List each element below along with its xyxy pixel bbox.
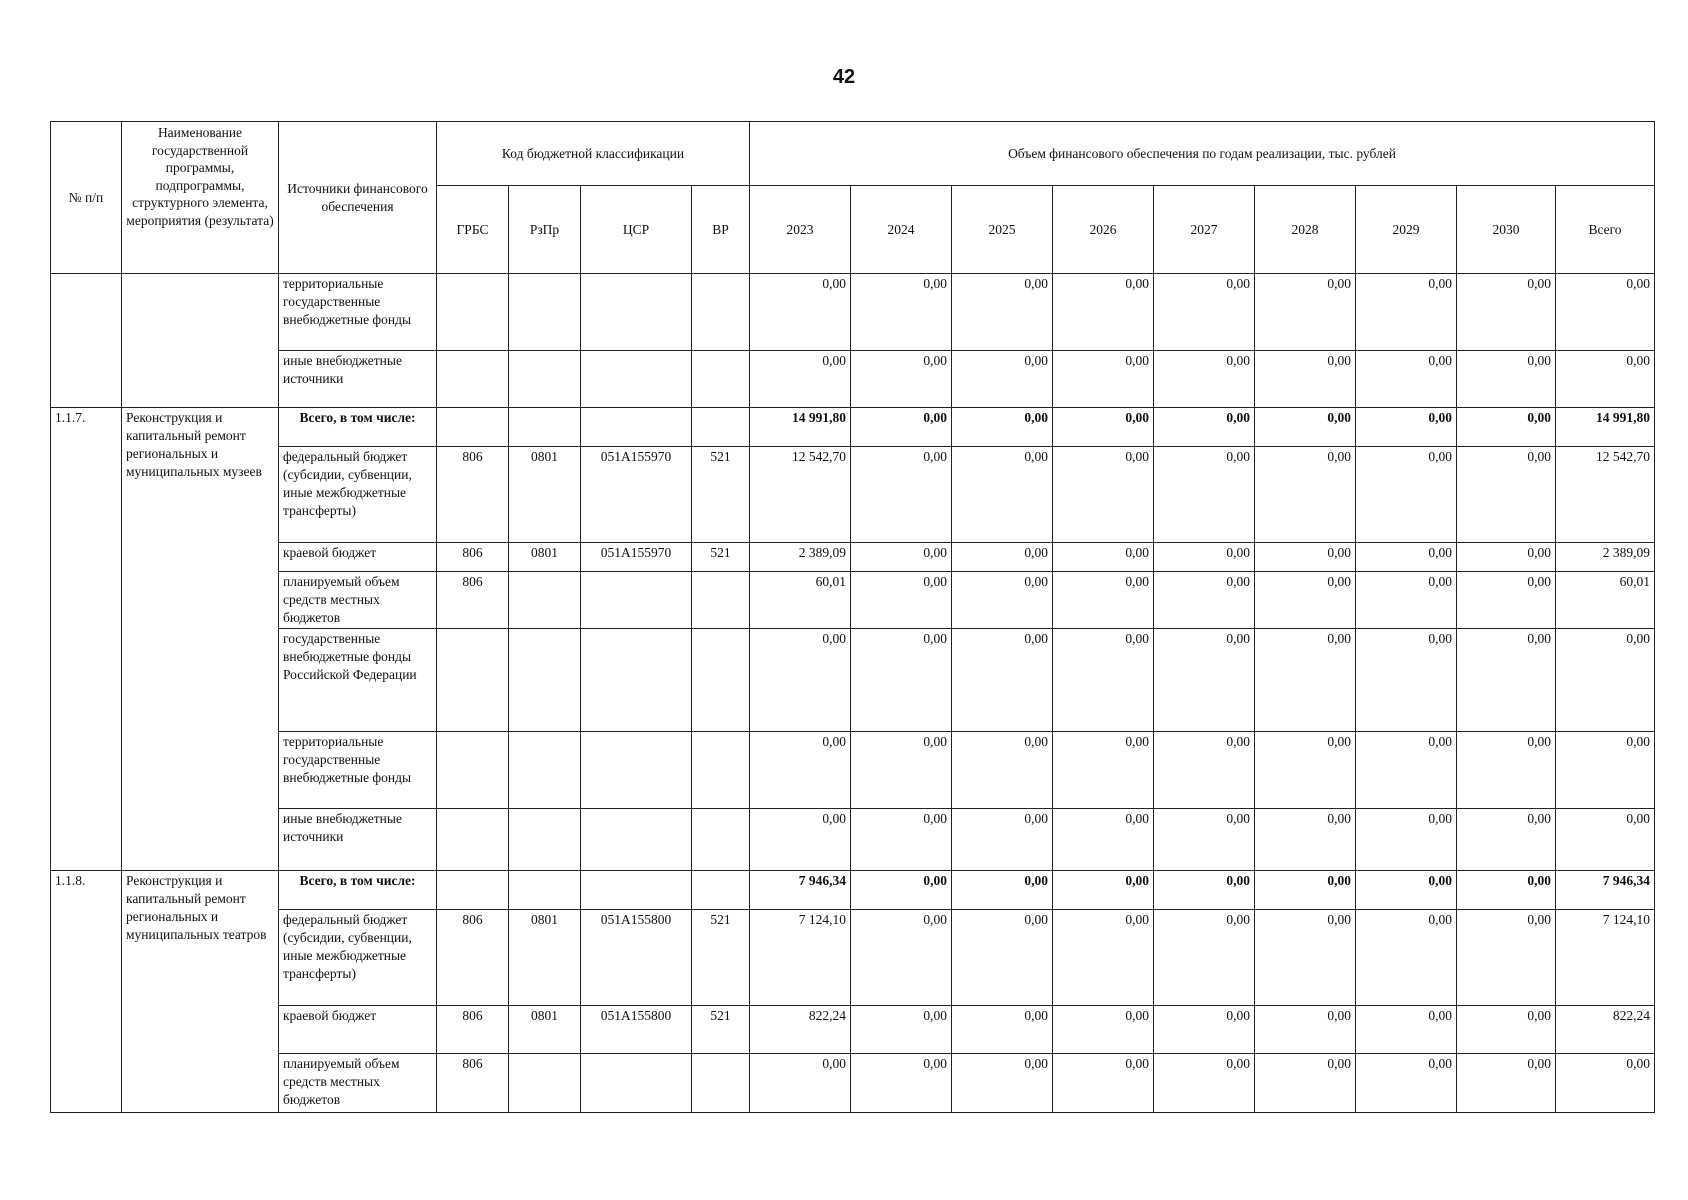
header-code-col: РзПр bbox=[509, 186, 581, 274]
cell-vr bbox=[692, 871, 750, 910]
cell-year-value: 0,00 bbox=[1457, 732, 1556, 809]
cell-section-name: Реконструкция и капитальный ремонт региональных и муниципальных музеев bbox=[122, 408, 279, 871]
cell-grbs: 806 bbox=[437, 1054, 509, 1113]
cell-year-value: 0,00 bbox=[1255, 1006, 1356, 1054]
cell-grbs bbox=[437, 871, 509, 910]
cell-total-value: 2 389,09 bbox=[1556, 543, 1655, 572]
cell-year-value: 0,00 bbox=[851, 572, 952, 629]
cell-csr: 051А155800 bbox=[581, 910, 692, 1006]
cell-year-value: 0,00 bbox=[952, 447, 1053, 543]
cell-year-value: 0,00 bbox=[952, 871, 1053, 910]
cell-source: государственные внебюджетные фонды Российской Федерации bbox=[279, 629, 437, 732]
cell-total-value: 0,00 bbox=[1556, 1054, 1655, 1113]
cell-year-value: 0,00 bbox=[1356, 1006, 1457, 1054]
cell-grbs bbox=[437, 732, 509, 809]
cell-year-value: 0,00 bbox=[1154, 274, 1255, 351]
cell-total-value: 60,01 bbox=[1556, 572, 1655, 629]
cell-grbs: 806 bbox=[437, 1006, 509, 1054]
cell-year-value: 0,00 bbox=[851, 910, 952, 1006]
table-row bbox=[51, 1006, 1655, 1054]
cell-vr bbox=[692, 732, 750, 809]
cell-year-value: 0,00 bbox=[1053, 871, 1154, 910]
table-row bbox=[51, 809, 1655, 871]
cell-grbs bbox=[437, 629, 509, 732]
cell-source: планируемый объем средств местных бюджетов bbox=[279, 1054, 437, 1113]
cell-rzpr: 0801 bbox=[509, 543, 581, 572]
cell-year-value: 0,00 bbox=[1154, 572, 1255, 629]
cell-total-value: 0,00 bbox=[1556, 732, 1655, 809]
cell-year-value: 0,00 bbox=[1356, 543, 1457, 572]
cell-year-value: 0,00 bbox=[1457, 910, 1556, 1006]
cell-year-value: 0,00 bbox=[1255, 408, 1356, 447]
cell-year-value: 0,00 bbox=[952, 543, 1053, 572]
cell-rzpr bbox=[509, 629, 581, 732]
cell-year-value: 0,00 bbox=[1053, 732, 1154, 809]
cell-year-value: 0,00 bbox=[1457, 1006, 1556, 1054]
cell-year-value: 0,00 bbox=[1255, 274, 1356, 351]
cell-total-value: 0,00 bbox=[1556, 274, 1655, 351]
cell-year-value: 0,00 bbox=[1356, 1054, 1457, 1113]
cell-year-value: 0,00 bbox=[1457, 408, 1556, 447]
table-header bbox=[51, 122, 1655, 274]
cell-year-value: 0,00 bbox=[952, 572, 1053, 629]
cell-year-value: 7 946,34 bbox=[750, 871, 851, 910]
cell-source-total: Всего, в том числе: bbox=[279, 408, 437, 447]
page-number: 42 bbox=[832, 66, 856, 88]
cell-source: иные внебюджетные источники bbox=[279, 809, 437, 871]
cell-section-name: Реконструкция и капитальный ремонт региональных и муниципальных театров bbox=[122, 871, 279, 1113]
cell-vr: 521 bbox=[692, 447, 750, 543]
cell-rzpr: 0801 bbox=[509, 447, 581, 543]
cell-year-value: 0,00 bbox=[1356, 732, 1457, 809]
table-body bbox=[51, 274, 1655, 1113]
cell-year-value: 0,00 bbox=[952, 351, 1053, 408]
cell-total-value: 0,00 bbox=[1556, 809, 1655, 871]
cell-year-value: 0,00 bbox=[750, 629, 851, 732]
header-year-col: 2030 bbox=[1457, 186, 1556, 274]
cell-csr bbox=[581, 274, 692, 351]
cell-rzpr: 0801 bbox=[509, 1006, 581, 1054]
cell-source-total: Всего, в том числе: bbox=[279, 871, 437, 910]
header-code-col: ЦСР bbox=[581, 186, 692, 274]
cell-csr bbox=[581, 1054, 692, 1113]
cell-year-value: 0,00 bbox=[1255, 572, 1356, 629]
cell-year-value: 0,00 bbox=[1255, 629, 1356, 732]
cell-total-value: 14 991,80 bbox=[1556, 408, 1655, 447]
cell-vr bbox=[692, 572, 750, 629]
cell-year-value: 0,00 bbox=[1255, 871, 1356, 910]
cell-year-value: 0,00 bbox=[1053, 1054, 1154, 1113]
table-row bbox=[51, 351, 1655, 408]
cell-rzpr bbox=[509, 351, 581, 408]
header-year-col: 2027 bbox=[1154, 186, 1255, 274]
cell-total-value: 7 946,34 bbox=[1556, 871, 1655, 910]
cell-year-value: 0,00 bbox=[1457, 871, 1556, 910]
cell-year-value: 0,00 bbox=[1154, 351, 1255, 408]
cell-year-value: 0,00 bbox=[1053, 274, 1154, 351]
cell-year-value: 0,00 bbox=[1457, 543, 1556, 572]
table-row bbox=[51, 543, 1655, 572]
cell-csr bbox=[581, 351, 692, 408]
cell-year-value: 0,00 bbox=[952, 408, 1053, 447]
cell-year-value: 0,00 bbox=[1457, 351, 1556, 408]
cell-grbs bbox=[437, 351, 509, 408]
cell-year-value: 0,00 bbox=[1053, 910, 1154, 1006]
cell-rzpr bbox=[509, 809, 581, 871]
cell-rzpr bbox=[509, 572, 581, 629]
cell-vr bbox=[692, 809, 750, 871]
cell-year-value: 0,00 bbox=[952, 732, 1053, 809]
cell-year-value: 0,00 bbox=[952, 809, 1053, 871]
header-source: Источники финансового обеспечения bbox=[279, 122, 437, 274]
cell-year-value: 0,00 bbox=[1255, 447, 1356, 543]
cell-year-value: 0,00 bbox=[1053, 543, 1154, 572]
cell-year-value: 0,00 bbox=[1154, 809, 1255, 871]
cell-year-value: 0,00 bbox=[1053, 629, 1154, 732]
cell-year-value: 0,00 bbox=[952, 274, 1053, 351]
cell-year-value: 0,00 bbox=[1356, 910, 1457, 1006]
cell-year-value: 0,00 bbox=[1053, 408, 1154, 447]
header-year-col: 2029 bbox=[1356, 186, 1457, 274]
cell-year-value: 0,00 bbox=[1457, 809, 1556, 871]
cell-year-value: 0,00 bbox=[1154, 1006, 1255, 1054]
cell-year-value: 0,00 bbox=[952, 1006, 1053, 1054]
cell-year-value: 0,00 bbox=[750, 732, 851, 809]
header-volume-group: Объем финансового обеспечения по годам реализации, тыс. рублей bbox=[750, 122, 1655, 186]
cell-csr: 051А155970 bbox=[581, 543, 692, 572]
cell-year-value: 0,00 bbox=[1457, 447, 1556, 543]
table-row bbox=[51, 1054, 1655, 1113]
cell-year-value: 0,00 bbox=[1053, 351, 1154, 408]
cell-year-value: 12 542,70 bbox=[750, 447, 851, 543]
cell-vr: 521 bbox=[692, 543, 750, 572]
table-row bbox=[51, 572, 1655, 629]
cell-year-value: 0,00 bbox=[1154, 447, 1255, 543]
cell-year-value: 0,00 bbox=[1255, 732, 1356, 809]
cell-year-value: 0,00 bbox=[851, 408, 952, 447]
cell-year-value: 0,00 bbox=[750, 1054, 851, 1113]
cell-year-value: 0,00 bbox=[1457, 274, 1556, 351]
header-budget-code-group: Код бюджетной классификации bbox=[437, 122, 750, 186]
cell-year-value: 0,00 bbox=[1255, 543, 1356, 572]
cell-year-value: 0,00 bbox=[1154, 629, 1255, 732]
cell-csr bbox=[581, 809, 692, 871]
budget-table bbox=[50, 121, 1655, 1113]
cell-year-value: 2 389,09 bbox=[750, 543, 851, 572]
cell-number-empty bbox=[51, 274, 122, 408]
cell-source: краевой бюджет bbox=[279, 543, 437, 572]
cell-source: федеральный бюджет (субсидии, субвенции, иные межбюджетные трансферты) bbox=[279, 910, 437, 1006]
cell-year-value: 0,00 bbox=[851, 629, 952, 732]
cell-grbs bbox=[437, 809, 509, 871]
cell-year-value: 0,00 bbox=[1255, 351, 1356, 408]
cell-year-value: 0,00 bbox=[1356, 447, 1457, 543]
cell-total-value: 7 124,10 bbox=[1556, 910, 1655, 1006]
cell-year-value: 0,00 bbox=[1255, 809, 1356, 871]
cell-vr bbox=[692, 1054, 750, 1113]
cell-grbs: 806 bbox=[437, 910, 509, 1006]
cell-year-value: 60,01 bbox=[750, 572, 851, 629]
cell-vr bbox=[692, 351, 750, 408]
cell-year-value: 0,00 bbox=[1154, 910, 1255, 1006]
cell-year-value: 0,00 bbox=[1255, 910, 1356, 1006]
cell-year-value: 0,00 bbox=[750, 809, 851, 871]
cell-total-value: 0,00 bbox=[1556, 629, 1655, 732]
cell-rzpr bbox=[509, 871, 581, 910]
cell-vr: 521 bbox=[692, 1006, 750, 1054]
cell-vr bbox=[692, 274, 750, 351]
cell-year-value: 0,00 bbox=[851, 871, 952, 910]
cell-year-value: 0,00 bbox=[1457, 572, 1556, 629]
cell-grbs bbox=[437, 408, 509, 447]
cell-rzpr bbox=[509, 732, 581, 809]
cell-year-value: 0,00 bbox=[851, 543, 952, 572]
cell-csr: 051А155800 bbox=[581, 1006, 692, 1054]
cell-vr: 521 bbox=[692, 910, 750, 1006]
header-total-col: Всего bbox=[1556, 186, 1655, 274]
cell-source: краевой бюджет bbox=[279, 1006, 437, 1054]
cell-csr bbox=[581, 871, 692, 910]
cell-year-value: 0,00 bbox=[851, 447, 952, 543]
cell-year-value: 0,00 bbox=[1356, 408, 1457, 447]
cell-total-value: 822,24 bbox=[1556, 1006, 1655, 1054]
cell-csr: 051А155970 bbox=[581, 447, 692, 543]
cell-source: территориальные государственные внебюджетные фонды bbox=[279, 274, 437, 351]
cell-section-number: 1.1.7. bbox=[51, 408, 122, 871]
cell-year-value: 0,00 bbox=[1154, 1054, 1255, 1113]
cell-year-value: 0,00 bbox=[1356, 809, 1457, 871]
header-year-col: 2026 bbox=[1053, 186, 1154, 274]
cell-total-value: 12 542,70 bbox=[1556, 447, 1655, 543]
header-year-col: 2028 bbox=[1255, 186, 1356, 274]
cell-year-value: 0,00 bbox=[1154, 871, 1255, 910]
cell-rzpr bbox=[509, 1054, 581, 1113]
header-code-col: ГРБС bbox=[437, 186, 509, 274]
cell-csr bbox=[581, 572, 692, 629]
cell-year-value: 0,00 bbox=[851, 809, 952, 871]
cell-year-value: 0,00 bbox=[1356, 572, 1457, 629]
table-row bbox=[51, 629, 1655, 732]
header-code-col: ВР bbox=[692, 186, 750, 274]
cell-year-value: 7 124,10 bbox=[750, 910, 851, 1006]
cell-year-value: 0,00 bbox=[851, 1054, 952, 1113]
cell-name-empty bbox=[122, 274, 279, 408]
cell-year-value: 0,00 bbox=[1053, 447, 1154, 543]
header-year-col: 2023 bbox=[750, 186, 851, 274]
cell-year-value: 0,00 bbox=[952, 629, 1053, 732]
cell-year-value: 0,00 bbox=[1154, 543, 1255, 572]
cell-grbs: 806 bbox=[437, 572, 509, 629]
header-name: Наименование государственной программы, подпрограммы, структурного элемента, мероприятия (результата) bbox=[122, 122, 279, 274]
cell-grbs bbox=[437, 274, 509, 351]
cell-csr bbox=[581, 408, 692, 447]
table-row bbox=[51, 732, 1655, 809]
table-row bbox=[51, 274, 1655, 351]
cell-vr bbox=[692, 629, 750, 732]
cell-source: федеральный бюджет (субсидии, субвенции, иные межбюджетные трансферты) bbox=[279, 447, 437, 543]
cell-year-value: 0,00 bbox=[1154, 408, 1255, 447]
cell-year-value: 0,00 bbox=[1457, 629, 1556, 732]
cell-year-value: 822,24 bbox=[750, 1006, 851, 1054]
cell-year-value: 0,00 bbox=[1457, 1054, 1556, 1113]
cell-year-value: 0,00 bbox=[1053, 572, 1154, 629]
table-row bbox=[51, 447, 1655, 543]
cell-year-value: 14 991,80 bbox=[750, 408, 851, 447]
cell-total-value: 0,00 bbox=[1556, 351, 1655, 408]
cell-year-value: 0,00 bbox=[851, 1006, 952, 1054]
header-year-col: 2024 bbox=[851, 186, 952, 274]
cell-section-number: 1.1.8. bbox=[51, 871, 122, 1113]
cell-year-value: 0,00 bbox=[1356, 274, 1457, 351]
cell-year-value: 0,00 bbox=[851, 732, 952, 809]
cell-rzpr bbox=[509, 408, 581, 447]
cell-year-value: 0,00 bbox=[1356, 629, 1457, 732]
cell-csr bbox=[581, 629, 692, 732]
cell-year-value: 0,00 bbox=[1356, 351, 1457, 408]
cell-grbs: 806 bbox=[437, 447, 509, 543]
cell-year-value: 0,00 bbox=[952, 1054, 1053, 1113]
cell-csr bbox=[581, 732, 692, 809]
cell-year-value: 0,00 bbox=[952, 910, 1053, 1006]
cell-year-value: 0,00 bbox=[1255, 1054, 1356, 1113]
cell-year-value: 0,00 bbox=[750, 274, 851, 351]
cell-rzpr: 0801 bbox=[509, 910, 581, 1006]
cell-grbs: 806 bbox=[437, 543, 509, 572]
table-row bbox=[51, 408, 1655, 447]
cell-vr bbox=[692, 408, 750, 447]
cell-source: территориальные государственные внебюджетные фонды bbox=[279, 732, 437, 809]
cell-source: иные внебюджетные источники bbox=[279, 351, 437, 408]
cell-year-value: 0,00 bbox=[1356, 871, 1457, 910]
table-row bbox=[51, 871, 1655, 910]
cell-rzpr bbox=[509, 274, 581, 351]
cell-source: планируемый объем средств местных бюджетов bbox=[279, 572, 437, 629]
cell-year-value: 0,00 bbox=[851, 274, 952, 351]
cell-year-value: 0,00 bbox=[750, 351, 851, 408]
header-year-col: 2025 bbox=[952, 186, 1053, 274]
table-row bbox=[51, 910, 1655, 1006]
header-no: № п/п bbox=[51, 122, 122, 274]
cell-year-value: 0,00 bbox=[851, 351, 952, 408]
cell-year-value: 0,00 bbox=[1053, 1006, 1154, 1054]
cell-year-value: 0,00 bbox=[1053, 809, 1154, 871]
cell-year-value: 0,00 bbox=[1154, 732, 1255, 809]
